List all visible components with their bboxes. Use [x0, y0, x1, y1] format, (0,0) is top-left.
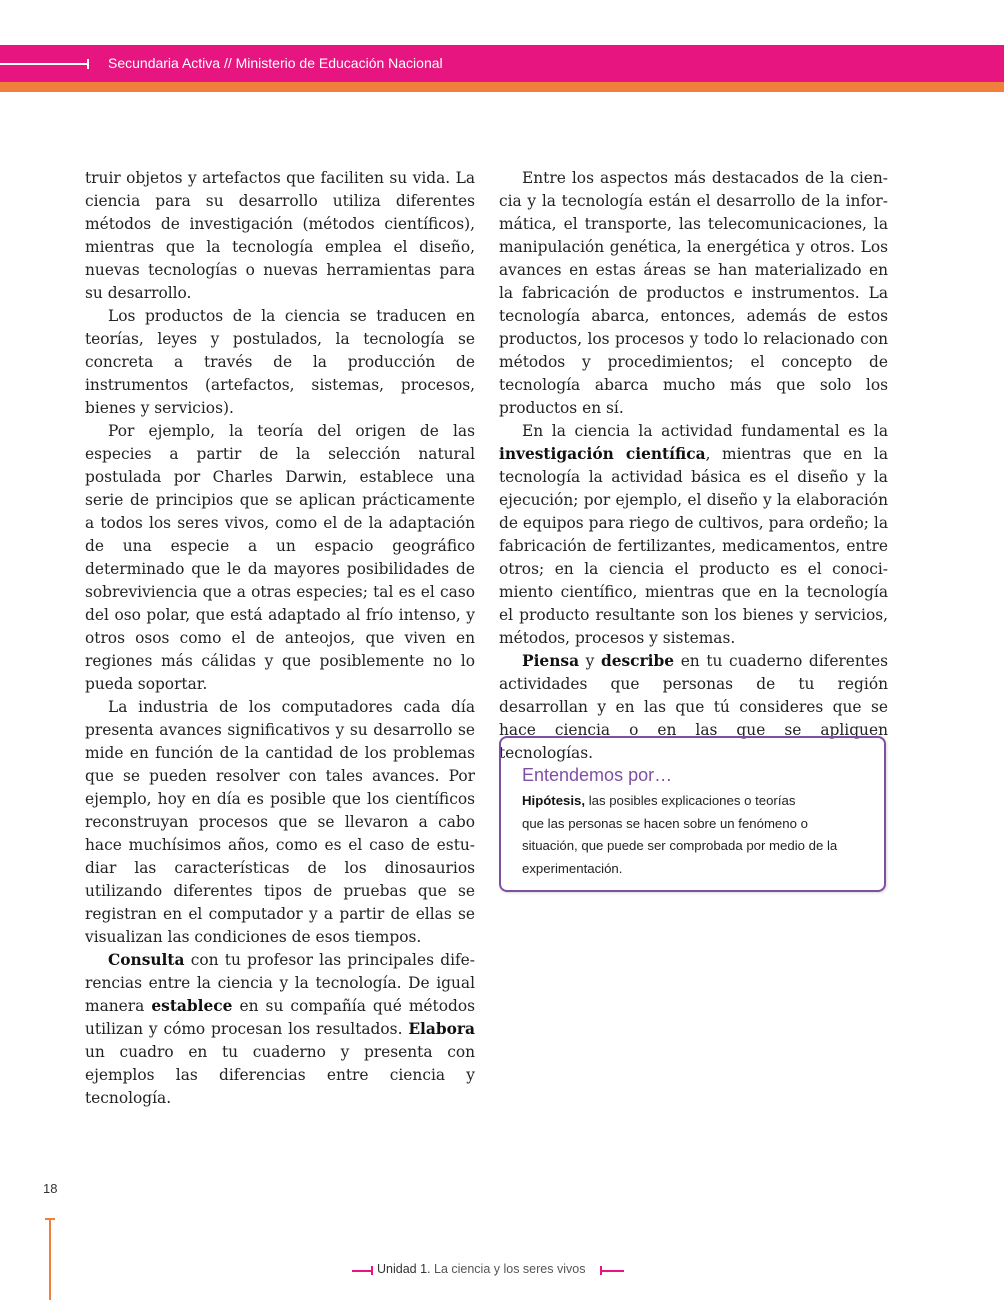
footer-rule-left — [352, 1270, 372, 1272]
left-column — [85, 167, 475, 1110]
header-accent-band — [0, 82, 1004, 92]
text-run: con tu profesor las principales diferencias entre la ciencia y la tecnología. De igual manera — [85, 951, 475, 1015]
paragraph: Los productos de la ciencia se traducen en teorías, leyes y postulados, la tecnología se concreta a través de la producción de instrumentos (artefactos, sistemas, procesos, bienes y servicios). — [85, 307, 475, 417]
footer-rule-right — [601, 1270, 624, 1272]
running-header: Secundaria Activa // Ministerio de Educación Nacional — [108, 55, 443, 71]
text-run: , mientras que en la tecnología la actividad básica es el diseño y la ejecución; por ejemplo, el diseño y la elaboración de equipos para riego de cultivos, para ordeño; la fabricación de fertilizantes, medicamentos, entre otros; en la ciencia el producto es el conocimiento científico, mientras que en la tecnología el producto resultante son los bienes y servicios, métodos, procesos y sistemas. — [499, 445, 888, 647]
definition-term: Hipótesis, — [522, 793, 586, 808]
footer — [0, 1261, 1004, 1277]
text-run: en su compañía qué métodos utilizan y cómo procesan los resultados. — [85, 997, 475, 1038]
footer-title: La ciencia y los seres vivos — [430, 1262, 586, 1276]
activity-paragraph — [85, 949, 475, 1110]
definition-line: experimentación. — [522, 860, 623, 876]
definition-line: que las personas se hacen sobre un fenómeno o — [522, 815, 808, 831]
margin-rule — [49, 1219, 51, 1300]
definition-line: situación, que puede ser comprobada por medio de la — [522, 838, 838, 854]
right-column — [499, 167, 888, 765]
keyword: investigación científica — [499, 445, 706, 463]
paragraph — [499, 420, 888, 650]
paragraph: Entre los aspectos más destacados de la ciencia y la tecnología están el desarrollo de la informática, el transporte, las telecomunicaciones, la manipulación genética, la energética y otros. Los avances en estas áreas se han materializado en la fabricación de productos e instrumentos. La tecnología abarca, entonces, además de estos productos, los procesos y todo lo relacionado con métodos y procedimientos; el concepto de tecnología abarca mucho más que solo los productos en sí. — [499, 169, 888, 417]
keyword: Elabora — [408, 1020, 475, 1038]
definition-line: las posibles explicaciones o teorías — [585, 793, 796, 808]
keyword: establece — [151, 997, 233, 1015]
definition-box — [499, 736, 886, 892]
text-run: un cuadro en tu cuaderno y presenta con ejemplos las diferencias entre ciencia y tecnología. — [85, 1043, 475, 1107]
text-run: en tu cuaderno diferentes actividades que personas de tu región desarrollan y en las que tú consideres que se hace ciencia o en las que se apliquen tecnologías. — [499, 652, 888, 762]
keyword: Piensa — [522, 652, 580, 670]
footer-unit-title — [377, 1261, 585, 1277]
text-run: y — [579, 652, 601, 670]
paragraph: truir objetos y artefactos que faciliten su vida. La ciencia para su desarrollo utiliza diferentes métodos de investigación (métodos científicos), mientras que la tecnología emplea el diseño, nuevas tecnologías o nuevas herramientas para su desarrollo. — [85, 169, 475, 302]
page-number: 18 — [43, 1181, 58, 1196]
keyword: describe — [600, 652, 675, 670]
keyword: Consulta — [108, 951, 185, 969]
paragraph: Por ejemplo, la teoría del origen de las especies a partir de la selección natural postulada por Charles Darwin, establece una serie de principios que se aplican prácticamente a todos los seres vivos, como el de la adaptación de una especie a un espacio geográfico determinado que le da mayores posibilidades de sobreviviencia que a otras especies; tal es el caso del oso polar, que está adaptado al frío intenso, y otros osos como el de anteojos, que viven en regiones más cálidas y que posiblemente no lo pueda soportar. — [85, 422, 475, 693]
header-rule — [0, 63, 88, 65]
footer-rule-left-tick — [371, 1266, 373, 1275]
definition-box-title: Entendemos por… — [522, 765, 673, 785]
paragraph: La industria de los computadores cada día presenta avances significativos y su desarrollo se mide en función de la cantidad de los problemas que se pueden resolver con tales avances. Por ejemplo, hoy en día es posible que los científicos reconstruyan procesos que se llevaron a cabo hace muchísimos años, como es el caso de estudiar las características de los dinosaurios utilizando diferentes tipos de pruebas que se registran en el computador y a partir de ellas se visualizan las condiciones de esos tiempos. — [85, 698, 475, 946]
header-rule-tick — [87, 59, 89, 69]
definition-box-body — [522, 790, 862, 880]
text-run: En la ciencia la actividad fundamental es la — [522, 422, 888, 440]
footer-unit: Unidad 1. — [377, 1262, 431, 1276]
